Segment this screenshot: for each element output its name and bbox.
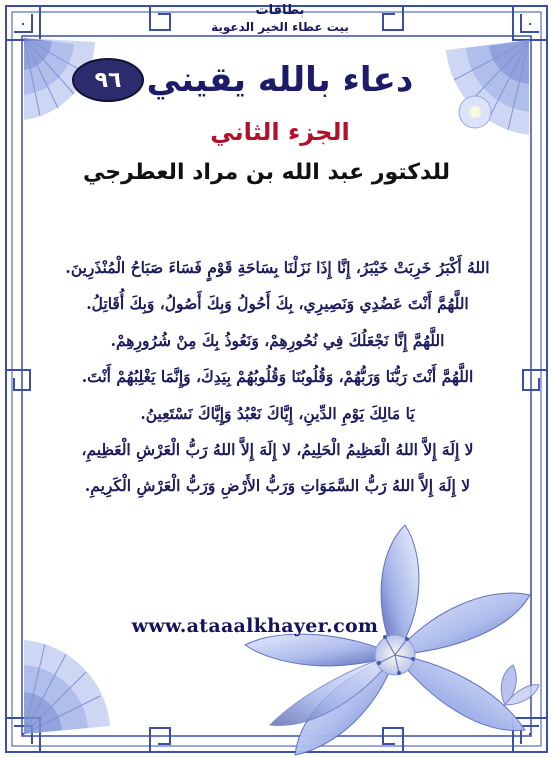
publisher-line-2: بيت عطاء الخير الدعوية bbox=[211, 20, 349, 34]
dua-text bbox=[50, 250, 505, 505]
dua-line: لا إِلَهَ إِلاَّ اللهُ الْعَظِيمُ الْحَلِيمُ، لا إِلَهَ إِلاَّ اللهُ رَبُّ الْعَرْشِ الْعَظِيمِ، bbox=[81, 439, 474, 459]
dua-line: يَا مَالِكَ يَوْمِ الدِّينِ، إِيَّاكَ نَعْبُدُ وَإِيَّاكَ نَسْتَعِينُ. bbox=[140, 403, 415, 423]
card-title: دعاء بالله يقيني bbox=[146, 60, 414, 100]
card-author: للدكتور عبد الله بن مراد العطرجي bbox=[83, 160, 450, 185]
dua-line: لا إِلَهَ إِلاَّ اللهُ رَبُّ السَّمَوَاتِ وَرَبُّ الأَرْضِ وَرَبُّ الْعَرْشِ الْكَرِيمِ. bbox=[84, 476, 471, 496]
dua-line: اللهُ أَكْبَرُ خَرِبَتْ خَيْبَرُ، إِنَّا إِذَا نَزَلْنَا بِسَاحَةِ قَوْمٍ فَسَاءَ صَبَاحُ الْمُنْذَرِينَ. bbox=[65, 258, 490, 277]
card-number-badge: ٩٦ bbox=[72, 58, 144, 102]
dua-line: اللَّهُمَّ إِنَّا نَجْعَلُكَ فِي نُحُورِهِمْ، وَنَعُوذُ بِكَ مِنْ شُرُورِهِمْ. bbox=[110, 330, 445, 350]
publisher-label bbox=[180, 3, 380, 35]
dua-line: اللَّهُمَّ أَنْتَ رَبُّنَا وَرَبُّهُمْ، وَقُلُوبُنَا وَقُلُوبُهُمْ بِيَدِكَ، وَإِنَّمَا يَغْلِبُهُمْ أَنْتَ. bbox=[81, 367, 474, 387]
dua-line: اللَّهُمَّ أَنْتَ عَضُدِي وَنَصِيرِي، بِكَ أَحُولُ وَبِكَ أَصُولُ، وَبِكَ أُقَاتِلُ. bbox=[86, 294, 469, 314]
bud-ornament bbox=[501, 665, 539, 705]
website-link[interactable]: www.ataaalkhayer.com bbox=[131, 615, 379, 637]
publisher-line-1: بطاقات bbox=[255, 3, 305, 18]
flower-ornament-icon bbox=[245, 525, 530, 755]
fan-ornament-bottom-left bbox=[24, 640, 110, 734]
card-subtitle: الجزء الثاني bbox=[210, 118, 350, 146]
fan-ornament-top-right bbox=[446, 40, 529, 135]
